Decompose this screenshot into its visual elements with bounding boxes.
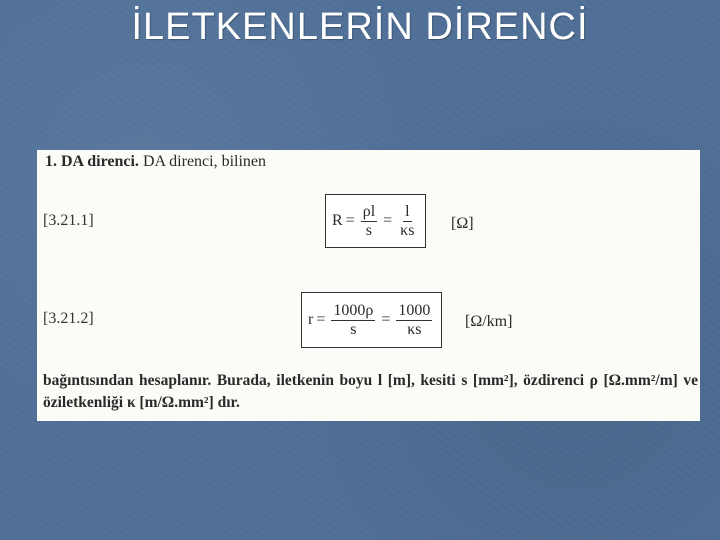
fraction-numerator: l [405, 202, 410, 220]
equation-1-label: [3.21.1] [43, 212, 94, 229]
equation-1-fraction-2 [398, 203, 416, 240]
intro-line [45, 153, 266, 171]
equation-2-fraction-2 [396, 302, 432, 339]
equals-sign: = [316, 311, 326, 328]
equals-sign: = [383, 212, 393, 229]
intro-text: DA direnci, bilinen [142, 153, 267, 170]
equals-sign: = [345, 212, 355, 229]
fraction-numerator: ρl [362, 202, 376, 220]
fraction-denominator: κs [407, 320, 422, 338]
equation-1-box [325, 194, 426, 248]
equation-2-fraction-1 [331, 302, 375, 339]
fraction-denominator: κs [400, 221, 415, 239]
equation-1-lhs: R [332, 212, 343, 229]
explanation-paragraph: bağıntısından hesaplanır. Burada, iletkenin boyu l [m], kesiti s [mm²], özdirenci ρ [Ω.mm²/m] ve öziletkenliği κ [m/Ω.mm²] dır. [43, 372, 698, 411]
equation-2-lhs: r [308, 311, 314, 328]
equals-sign: = [381, 311, 391, 328]
equation-2-box [301, 292, 442, 348]
fraction-denominator: s [350, 320, 357, 338]
equation-2-unit: [Ω/km] [465, 313, 513, 330]
intro-heading: 1. DA direnci. [45, 153, 139, 170]
equation-1-unit: [Ω] [451, 215, 474, 232]
equation-2-label: [3.21.2] [43, 310, 94, 327]
slide-title: İLETKENLERİN DİRENCİ [131, 6, 589, 48]
equation-1-fraction-1 [361, 203, 377, 240]
scanned-document-image [37, 150, 700, 421]
fraction-denominator: s [365, 221, 373, 239]
fraction-numerator: 1000 [398, 301, 431, 319]
fraction-numerator: 1000ρ [333, 301, 374, 319]
